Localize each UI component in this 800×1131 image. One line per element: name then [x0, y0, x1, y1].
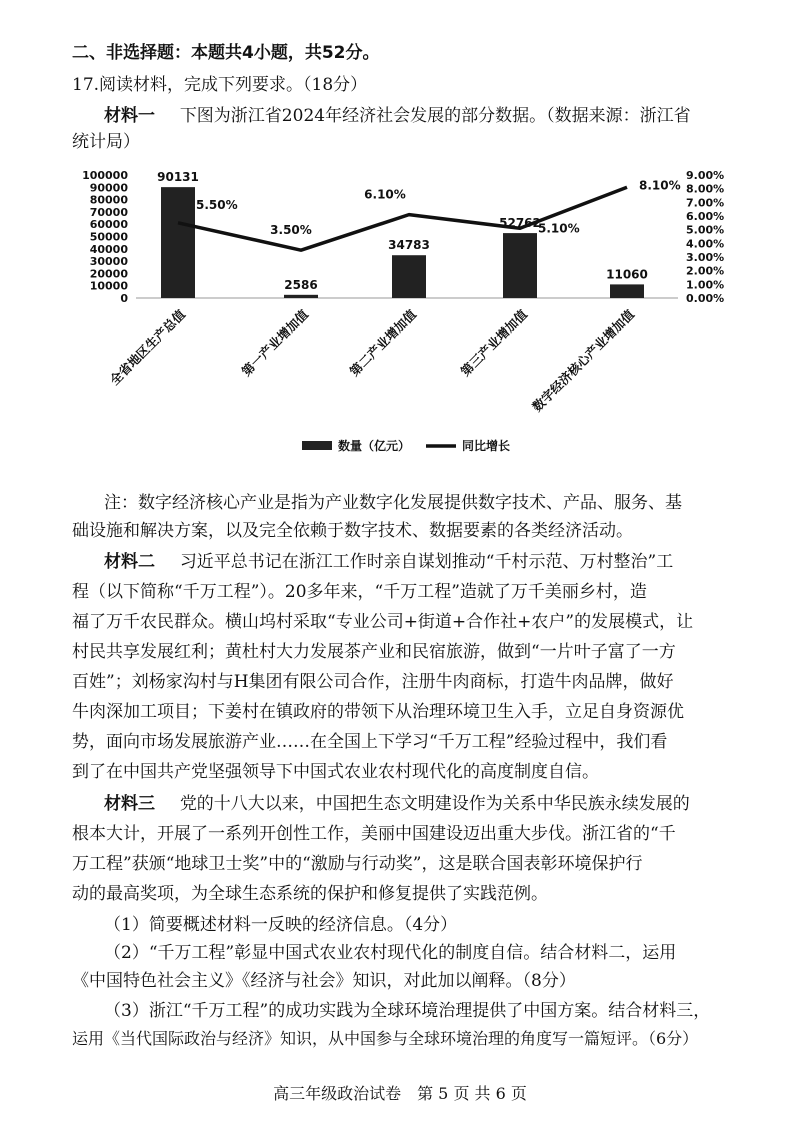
- right-axis-tick-label: 5.00%: [686, 223, 725, 237]
- legend-bar-swatch: [302, 441, 332, 450]
- growth-rate-label: 6.10%: [364, 187, 406, 202]
- legend-line-label: 同比增长: [462, 439, 511, 453]
- section-heading: 二、非选择题：本题共4小题，共52分。: [72, 43, 380, 63]
- left-axis-tick-label: 10000: [89, 279, 128, 293]
- left-axis-tick-label: 60000: [89, 218, 128, 232]
- bar: [610, 284, 644, 298]
- bar-value-label: 11060: [606, 267, 648, 282]
- material-3-text: 党的十八大以来，中国把生态文明建设作为关系中华民族永续发展的: [179, 794, 690, 814]
- growth-rate-label: 8.10%: [639, 178, 681, 193]
- bar: [161, 187, 195, 298]
- left-axis-tick-label: 80000: [89, 193, 128, 207]
- left-axis-tick-label: 30000: [89, 255, 128, 269]
- left-axis-tick-label: 100000: [82, 169, 128, 182]
- left-axis-tick-label: 50000: [89, 230, 128, 244]
- question-1: （1）简要概述材料一反映的经济信息。（4分）: [104, 915, 458, 935]
- material-2-text: 习近平总书记在浙江工作时亲自谋划推动“千村示范、万村整治”工: [179, 552, 674, 572]
- material-2-line-1: [104, 551, 673, 573]
- bar: [392, 255, 426, 298]
- material-1-intro-line-1: 下图为浙江省2024年经济社会发展的部分数据。（数据来源：浙江省: [179, 106, 691, 126]
- growth-rate-label: 5.50%: [196, 197, 238, 212]
- category-label: 第三产业增加值: [457, 306, 531, 380]
- material-2-line-3: 福了万千农民群众。横山坞村采取“专业公司+街道+合作社+农户”的发展模式，让: [72, 612, 694, 632]
- right-axis-tick-label: 4.00%: [686, 237, 725, 251]
- material-1-intro: [104, 105, 691, 127]
- left-axis-tick-label: 40000: [89, 242, 128, 256]
- bar-value-label: 2586: [284, 277, 318, 292]
- legend-bar-label: 数量（亿元）: [338, 439, 411, 453]
- chart-note-line-2: 础设施和解决方案，以及完全依赖于数字技术、数据要素的各类经济活动。: [72, 521, 633, 541]
- economic-data-chart: [70, 155, 740, 485]
- right-axis-tick-label: 1.00%: [686, 278, 725, 292]
- material-2-line-5: 百姓”；刘杨家沟村与H集团有限公司合作，注册牛肉商标，打造牛肉品牌，做好: [72, 672, 674, 692]
- bar-value-label: 34783: [388, 238, 430, 253]
- bar: [503, 233, 537, 298]
- right-axis-tick-label: 8.00%: [686, 182, 725, 196]
- material-3-line-1: [104, 793, 690, 815]
- question-3-line-1: （3）浙江“千万工程”的成功实践为全球环境治理提供了中国方案。结合材料三，: [104, 1001, 711, 1021]
- question-17-title: 17.阅读材料，完成下列要求。（18分）: [72, 75, 368, 95]
- right-axis-tick-label: 9.00%: [686, 169, 725, 182]
- left-axis-tick-label: 90000: [89, 181, 128, 195]
- material-2-line-8: 到了在中国共产党坚强领导下中国式农业农村现代化的高度制度自信。: [72, 762, 599, 782]
- right-axis-tick-label: 6.00%: [686, 210, 725, 223]
- category-label: 全省地区生产总值: [106, 306, 189, 388]
- right-axis-tick-label: 3.00%: [686, 251, 725, 264]
- material-2-line-4: 村民共享发展红利；黄杜村大力发展茶产业和民宿旅游，做到“一片叶子富了一方: [72, 642, 676, 662]
- bar-value-label: 52762: [499, 216, 541, 231]
- left-axis-tick-label: 0: [120, 292, 128, 305]
- material-3-line-2: 根本大计，开展了一系列开创性工作，美丽中国建设迈出重大步伐。浙江省的“千: [72, 824, 676, 844]
- left-axis-tick-label: 20000: [89, 267, 128, 281]
- right-axis-tick-label: 0.00%: [686, 292, 725, 305]
- question-2-line-1: （2）“千万工程”彰显中国式农业农村现代化的制度自信。结合材料二，运用: [104, 943, 677, 963]
- material-1-label: 材料一: [104, 106, 155, 126]
- question-3-line-2: 运用《当代国际政治与经济》知识，从中国参与全球环境治理的角度写一篇短评。（6分）: [72, 1029, 699, 1048]
- material-3-label: 材料三: [104, 794, 155, 814]
- category-label: 第一产业增加值: [238, 306, 312, 380]
- material-2-label: 材料二: [104, 552, 155, 572]
- material-2-line-2: 程（以下简称“千万工程”）。20多年来，“千万工程”造就了万千美丽乡村，造: [72, 582, 647, 602]
- left-axis-tick-label: 70000: [89, 205, 128, 219]
- bar: [284, 295, 318, 298]
- category-label: 数字经济核心产业增加值: [529, 306, 638, 415]
- growth-rate-label: 3.50%: [270, 223, 312, 238]
- category-label: 第二产业增加值: [346, 306, 420, 380]
- question-2-line-2: 《中国特色社会主义》《经济与社会》知识，对此加以阐释。（8分）: [72, 971, 576, 991]
- right-axis-tick-label: 7.00%: [686, 196, 725, 210]
- material-1-intro-line-2: 统计局）: [72, 132, 140, 152]
- material-3-line-3: 万工程”获颁“地球卫士奖”中的“激励与行动奖”，这是联合国表彰环境保护行: [72, 854, 643, 874]
- chart-note-line-1: 注：数字经济核心产业是指为产业数字化发展提供数字技术、产品、服务、基: [104, 493, 682, 513]
- page-footer: 高三年级政治试卷 第 5 页 共 6 页: [273, 1084, 527, 1103]
- bar-value-label: 90131: [157, 170, 199, 185]
- right-axis-tick-label: 2.00%: [686, 264, 725, 278]
- growth-rate-label: 5.10%: [538, 221, 580, 236]
- material-2-line-7: 势，面向市场发展旅游产业……在全国上下学习“千万工程”经验过程中，我们看: [72, 732, 668, 752]
- material-3-line-4: 动的最高奖项，为全球生态系统的保护和修复提供了实践范例。: [72, 884, 548, 904]
- material-2-line-6: 牛肉深加工项目；下姜村在镇政府的带领下从治理环境卫生入手，立足自身资源优: [72, 702, 684, 722]
